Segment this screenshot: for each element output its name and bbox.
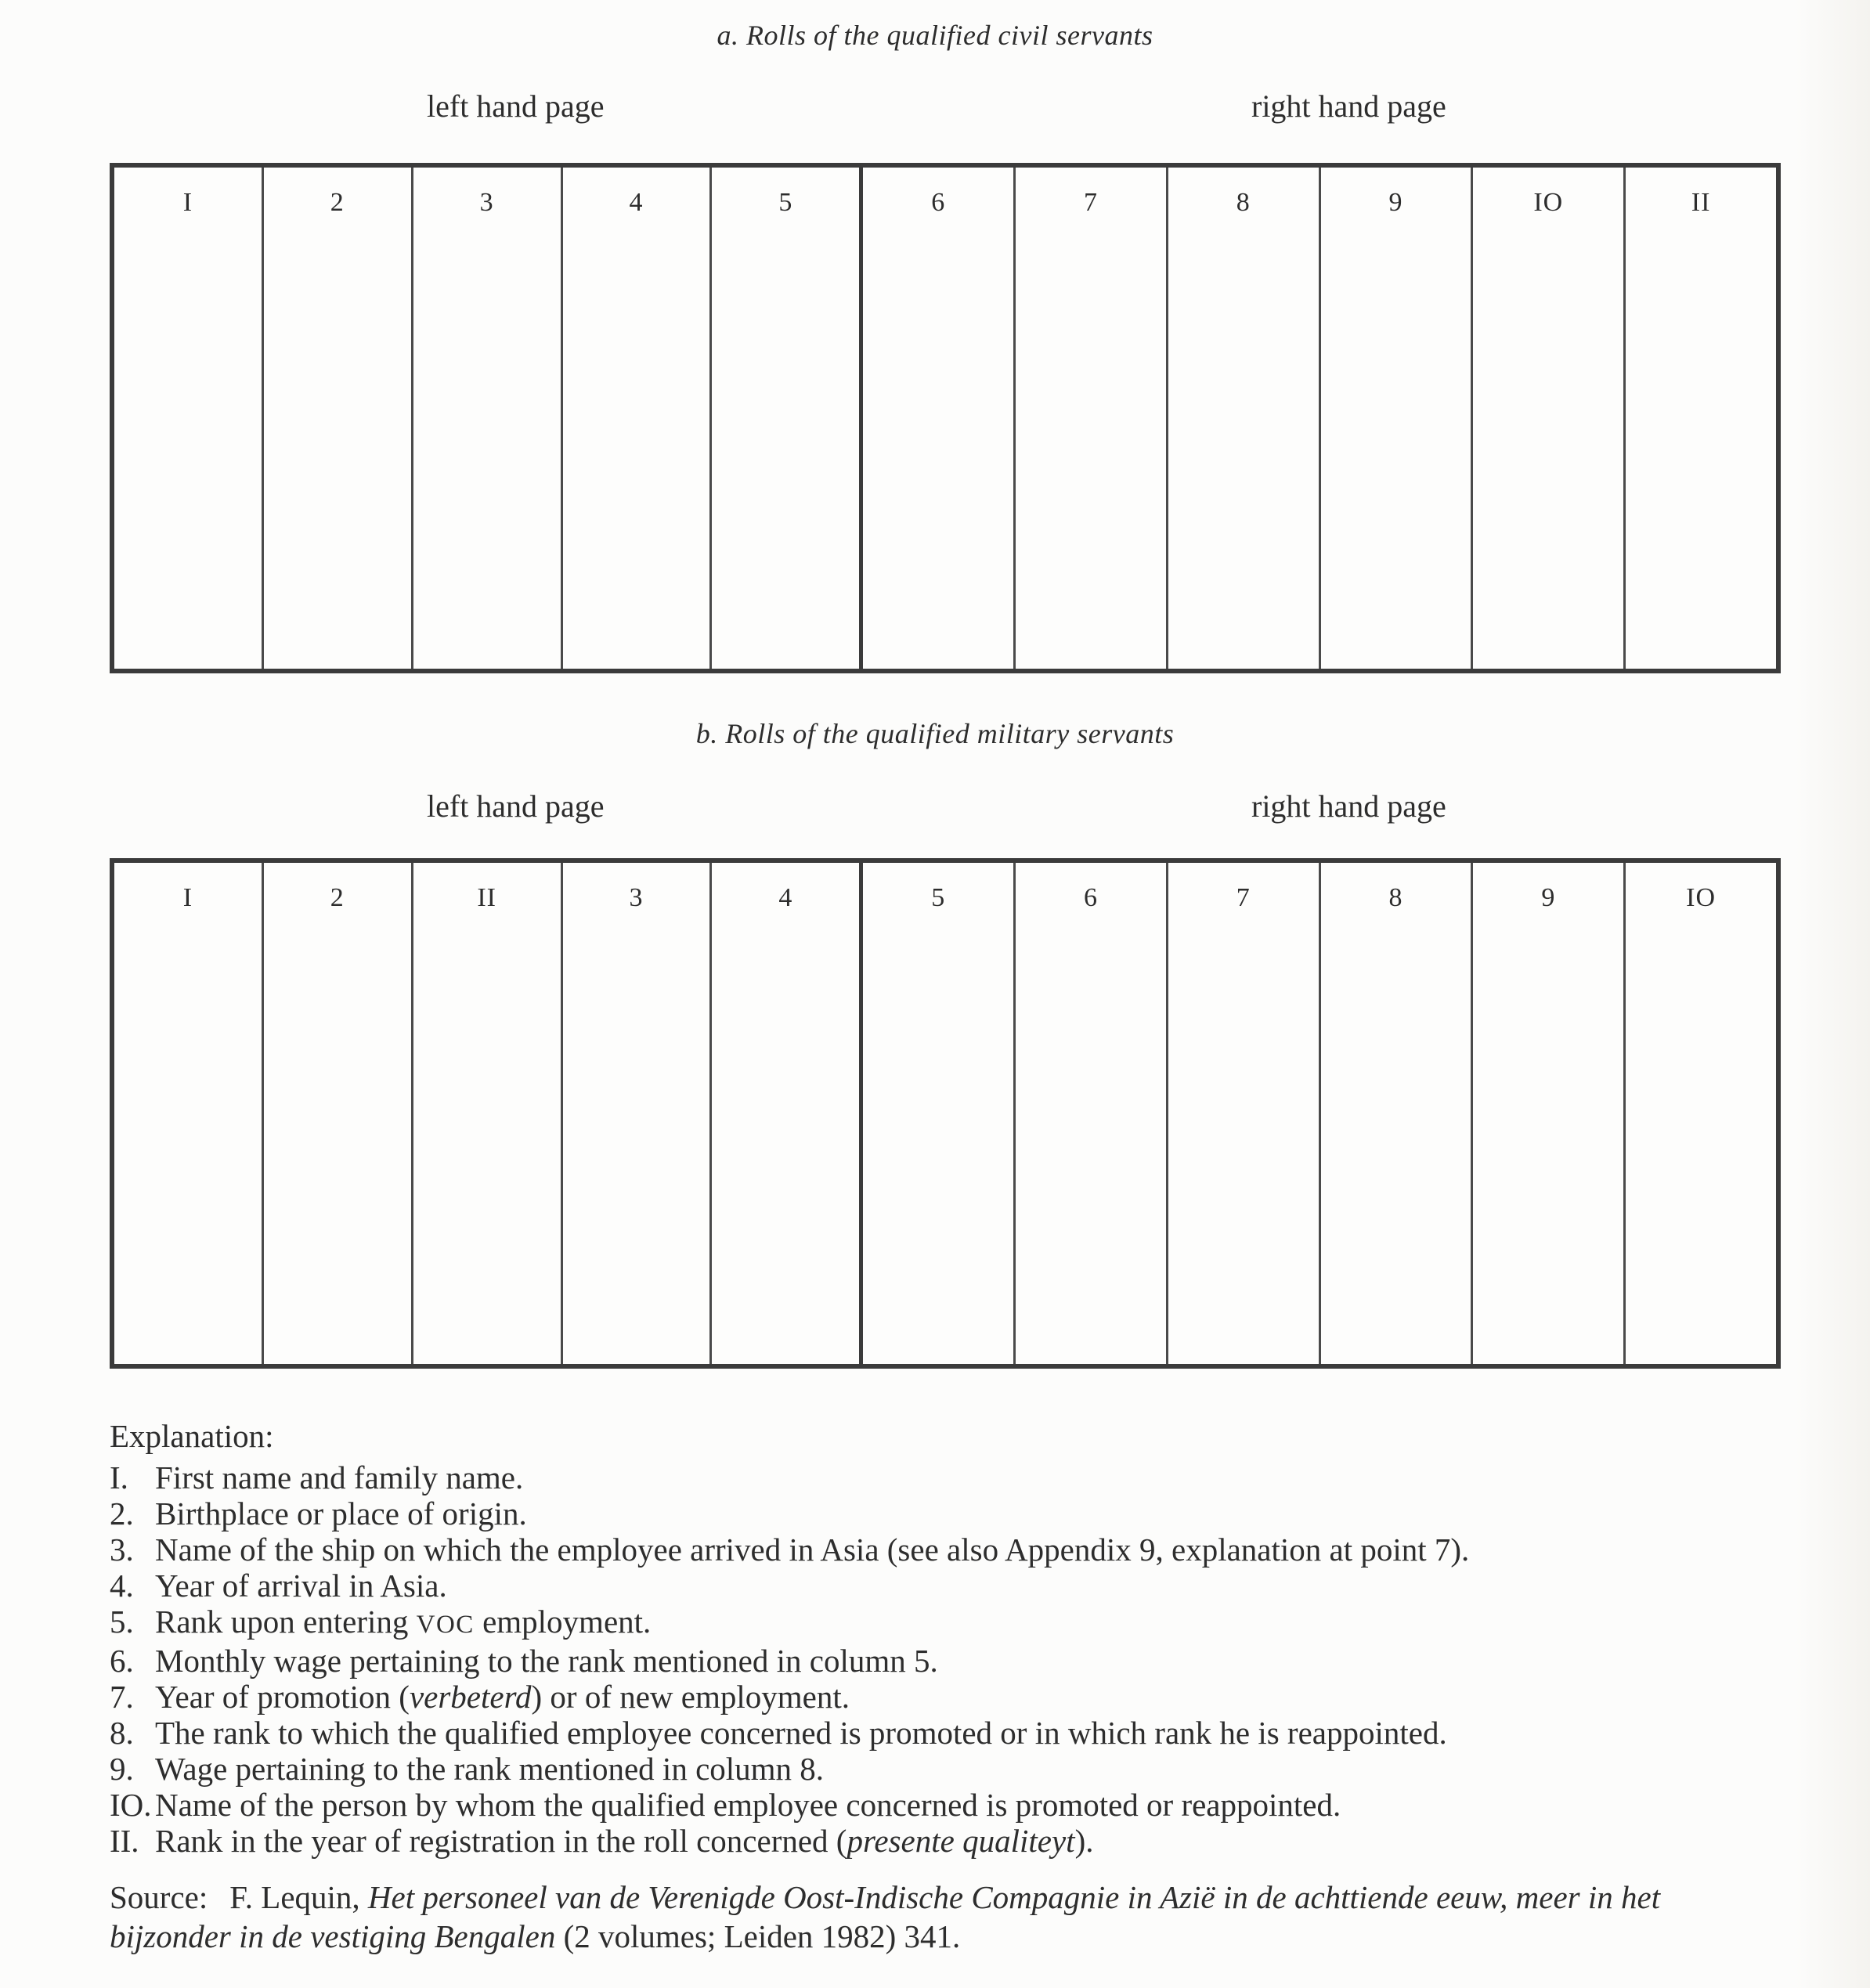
item-number: 4. <box>110 1568 134 1604</box>
table-a-column-10 <box>1471 168 1623 669</box>
column-number: II <box>1691 188 1711 217</box>
source-line-1 <box>110 1878 1809 1917</box>
column-number: 6 <box>1083 883 1098 912</box>
table-a-column-8 <box>1166 168 1319 669</box>
column-number: IO <box>1686 883 1717 912</box>
explanation-item-9 <box>110 1751 1793 1787</box>
item-number: 8. <box>110 1715 134 1751</box>
source-publication-info: (2 volumes; Leiden 1982) 341. <box>563 1918 961 1954</box>
explanation-item-7 <box>110 1679 1793 1715</box>
item-text <box>155 1604 651 1643</box>
explanation-item-3 <box>110 1532 1793 1568</box>
explanation-item-6 <box>110 1643 1793 1679</box>
item-text: First name and family name. <box>155 1459 524 1496</box>
column-number: IO <box>1533 188 1564 217</box>
section-a-right-page-label: right hand page <box>1251 88 1446 124</box>
item-text-part: employment. <box>474 1604 652 1640</box>
explanation-item-5 <box>110 1604 1793 1643</box>
explanation-item-1 <box>110 1459 1793 1496</box>
column-number: 8 <box>1236 188 1251 217</box>
table-a-column-7 <box>1013 168 1166 669</box>
italic-term: presente qualiteyt <box>847 1823 1075 1859</box>
item-text <box>155 1679 850 1715</box>
source-citation <box>110 1878 1809 1956</box>
item-text-part: Rank in the year of registration in the roll concerned ( <box>155 1823 847 1859</box>
table-b-column-9 <box>1471 863 1623 1364</box>
explanation-item-4 <box>110 1568 1793 1604</box>
column-number: 2 <box>330 883 345 912</box>
section-b-right-page-label: right hand page <box>1251 788 1446 824</box>
section-b-title: b. Rolls of the qualified military servants <box>695 718 1175 749</box>
column-number: 5 <box>778 188 793 217</box>
column-number: 3 <box>479 188 494 217</box>
item-text-part: Year of promotion ( <box>155 1679 410 1715</box>
table-b-column-4 <box>709 863 859 1364</box>
table-a-column-3 <box>411 168 561 669</box>
item-number: 3. <box>110 1532 134 1568</box>
explanation-section <box>110 1416 1793 1859</box>
column-number: 4 <box>778 883 793 912</box>
section-b-left-page-label: left hand page <box>427 788 605 824</box>
item-number: 7. <box>110 1679 134 1715</box>
table-a-column-1 <box>114 168 262 669</box>
table-a-column-4 <box>561 168 710 669</box>
table-b-military-servants <box>110 858 1781 1369</box>
column-number: 5 <box>931 883 946 912</box>
item-text: The rank to which the qualified employee concerned is promoted or in which rank he is reappointed. <box>155 1715 1447 1751</box>
source-title-italic: bijzonder in de vestiging Bengalen <box>110 1918 556 1954</box>
column-number: 7 <box>1083 188 1098 217</box>
source-author: F. Lequin, <box>229 1879 360 1915</box>
table-b-column-6 <box>1013 863 1166 1364</box>
item-text: Name of the person by whom the qualified employee concerned is promoted or reappointed. <box>155 1787 1341 1823</box>
table-a-column-2 <box>262 168 411 669</box>
section-a-title: a. Rolls of the qualified civil servants <box>717 20 1153 51</box>
explanation-item-11 <box>110 1823 1793 1859</box>
item-text-part: ) or of new employment. <box>531 1679 850 1715</box>
table-b-column-11 <box>411 863 561 1364</box>
table-b-column-10 <box>1623 863 1776 1364</box>
column-number: 6 <box>931 188 946 217</box>
column-number: I <box>182 188 193 217</box>
explanation-item-10 <box>110 1787 1793 1823</box>
item-number: IO. <box>110 1787 152 1823</box>
column-number: 7 <box>1236 883 1251 912</box>
column-number: I <box>182 883 193 912</box>
item-number: 6. <box>110 1643 134 1679</box>
table-b-column-5 <box>859 863 1013 1364</box>
column-number: 8 <box>1388 883 1403 912</box>
item-number: I. <box>110 1459 128 1496</box>
item-number: II. <box>110 1823 139 1859</box>
column-number: 4 <box>629 188 644 217</box>
table-a-civil-servants <box>110 163 1781 673</box>
table-a-column-6 <box>859 168 1013 669</box>
section-a-left-page-label: left hand page <box>427 88 605 124</box>
item-text-part: ). <box>1074 1823 1094 1859</box>
table-b-column-2 <box>262 863 411 1364</box>
item-text: Monthly wage pertaining to the rank mentioned in column 5. <box>155 1643 938 1679</box>
item-text: Wage pertaining to the rank mentioned in column 8. <box>155 1751 825 1787</box>
table-a-column-9 <box>1319 168 1471 669</box>
column-number: 2 <box>330 188 345 217</box>
item-text: Year of arrival in Asia. <box>155 1568 447 1604</box>
explanation-item-8 <box>110 1715 1793 1751</box>
item-text-part: Rank upon entering <box>155 1604 417 1640</box>
item-number: 5. <box>110 1604 134 1640</box>
column-number: 9 <box>1388 188 1403 217</box>
column-number: 9 <box>1541 883 1556 912</box>
column-number: 3 <box>629 883 644 912</box>
italic-term: verbeterd <box>409 1679 532 1715</box>
item-text: Name of the ship on which the employee arrived in Asia (see also Appendix 9, explanation at point 7). <box>155 1532 1470 1568</box>
table-b-column-1 <box>114 863 262 1364</box>
item-text: Birthplace or place of origin. <box>155 1496 527 1532</box>
source-title-italic: Het personeel van de Verenigde Oost-Indische Compagnie in Azië in de achttiende eeuw, meer in het <box>367 1879 1661 1915</box>
column-number: II <box>477 883 496 912</box>
item-number: 2. <box>110 1496 134 1532</box>
table-b-column-8 <box>1319 863 1471 1364</box>
table-a-column-5 <box>709 168 859 669</box>
source-label: Source: <box>110 1879 208 1915</box>
table-a-column-11 <box>1623 168 1776 669</box>
explanation-heading: Explanation: <box>110 1418 274 1454</box>
explanation-item-2 <box>110 1496 1793 1532</box>
item-number: 9. <box>110 1751 134 1787</box>
table-b-column-7 <box>1166 863 1319 1364</box>
table-b-column-3 <box>561 863 710 1364</box>
item-text <box>155 1823 1093 1859</box>
source-line-2 <box>110 1917 1809 1956</box>
voc-smallcaps: VOC <box>416 1611 475 1639</box>
